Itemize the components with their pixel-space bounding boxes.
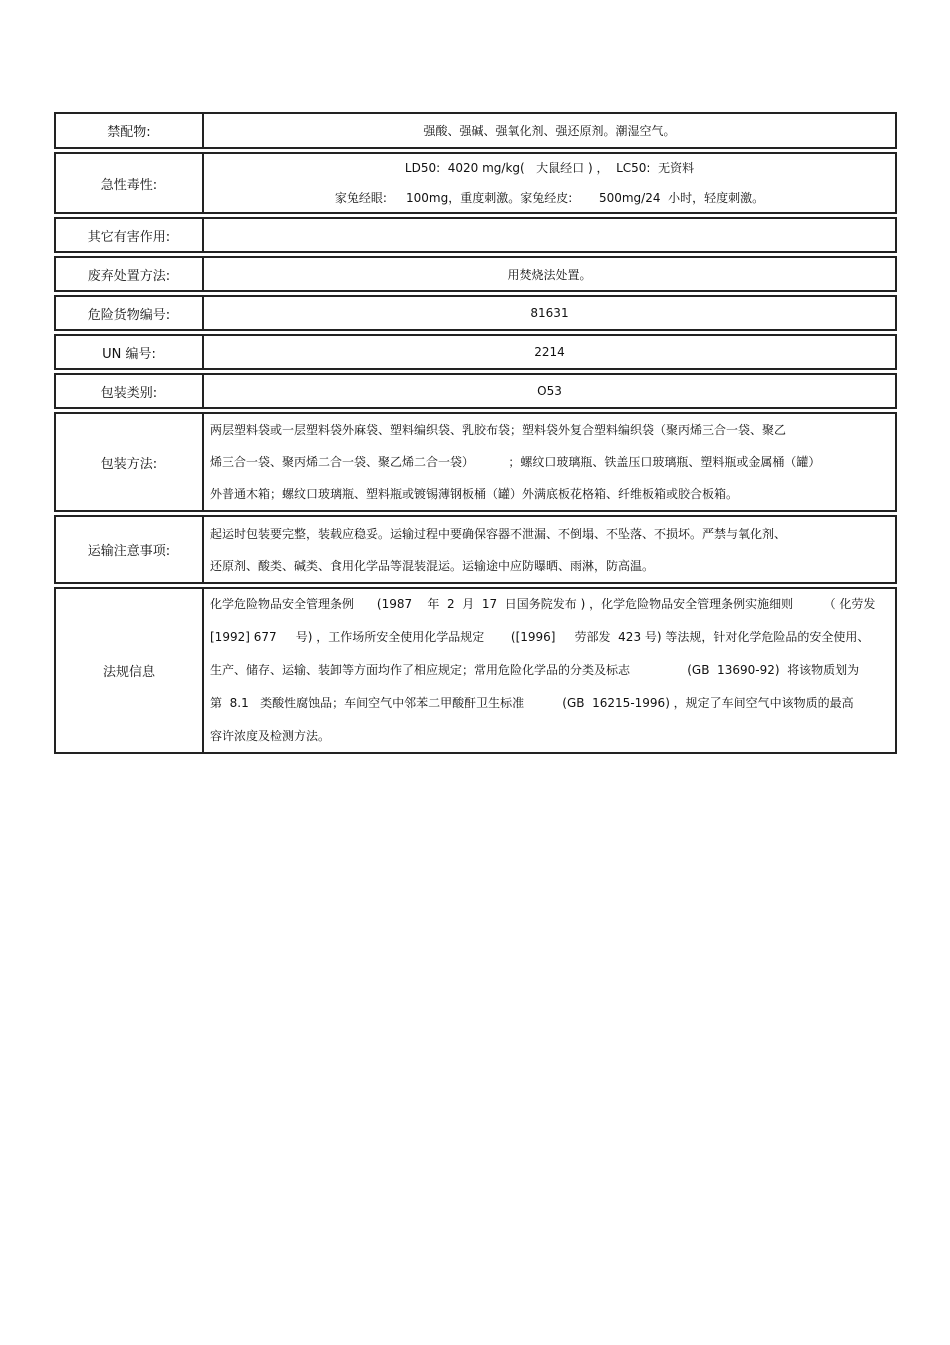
row-label: 急性毒性: <box>56 154 204 212</box>
value-line: 起运时包装要完整，装载应稳妥。运输过程中要确保容器不泄漏、不倒塌、不坠落、不损坏。严禁与氧化剂、 <box>210 526 787 541</box>
row-value <box>204 589 895 752</box>
row-value <box>204 219 895 251</box>
row-incompatible <box>54 112 897 149</box>
row-value: 用焚烧法处置。 <box>507 267 592 282</box>
row-label: 包装方法: <box>56 414 204 510</box>
row-acute-toxicity <box>54 152 897 214</box>
row-regulatory-info <box>54 587 897 754</box>
value-line: 生产、储存、运输、装卸等方面均作了相应规定；常用危险化学品的分类及标志 (GB 13690-92) 将该物质划为 <box>210 663 860 677</box>
value-line: 化学危险物品安全管理条例 (1987 年 2 月 17 日国务院发布 ) ，化学危险物品安全管理条例实施细则 （ 化劳发 <box>210 597 876 611</box>
row-label: 运输注意事项: <box>56 517 204 582</box>
row-disposal <box>54 256 897 292</box>
msds-table <box>54 112 897 757</box>
value-line: 家兔经眼: 100mg，重度刺激。家兔经皮: 500mg/24 小时，轻度刺激。 <box>334 191 765 205</box>
row-other-hazards <box>54 217 897 253</box>
row-value: O53 <box>537 384 562 398</box>
value-line: LD50: 4020 mg/kg( 大鼠经口 ) ， LC50: 无资料 <box>404 161 695 175</box>
row-value <box>204 414 895 510</box>
value-line: 还原剂、酸类、碱类、食用化学品等混装混运。运输途中应防曝晒、雨淋，防高温。 <box>210 558 655 573</box>
row-label: 危险货物编号: <box>56 297 204 329</box>
row-label: 其它有害作用: <box>56 219 204 251</box>
row-un-number <box>54 334 897 370</box>
value-line: 两层塑料袋或一层塑料袋外麻袋、塑料编织袋、乳胶布袋；塑料袋外复合塑料编织袋（聚丙烯三合一袋、聚乙 <box>210 423 787 437</box>
value-line: 第 8.1 类酸性腐蚀品；车间空气中邻苯二甲酸酐卫生标准 (GB 16215-1996) ，规定了车间空气中该物质的最高 <box>210 696 854 710</box>
row-label: UN 编号: <box>56 336 204 368</box>
row-dangerous-goods-number <box>54 295 897 331</box>
row-value: 81631 <box>530 306 569 320</box>
row-label: 包装类别: <box>56 375 204 407</box>
row-value: 强酸、强碱、强氧化剂、强还原剂。潮湿空气。 <box>423 124 676 138</box>
row-packing-method <box>54 412 897 512</box>
row-value: 2214 <box>534 345 565 359</box>
row-label: 禁配物: <box>56 114 204 147</box>
value-line: 容许浓度及检测方法。 <box>210 729 331 743</box>
row-label: 废弃处置方法: <box>56 258 204 290</box>
value-line: [1992] 677 号) ，工作场所安全使用化学品规定 ([1996] 劳部发 423 号) 等法规，针对化学危险品的安全使用、 <box>210 630 870 644</box>
row-value <box>204 517 895 582</box>
row-value <box>204 154 895 212</box>
value-line: 外普通木箱；螺纹口玻璃瓶、塑料瓶或镀锡薄钢板桶（罐）外满底板花格箱、纤维板箱或胶合板箱。 <box>210 487 739 501</box>
row-label: 法规信息 <box>56 589 204 752</box>
row-packing-category <box>54 373 897 409</box>
row-transport-notes <box>54 515 897 584</box>
value-line: 烯三合一袋、聚丙烯二合一袋、聚乙烯二合一袋） ；螺纹口玻璃瓶、铁盖压口玻璃瓶、塑料瓶或金属桶（罐） <box>210 455 821 469</box>
